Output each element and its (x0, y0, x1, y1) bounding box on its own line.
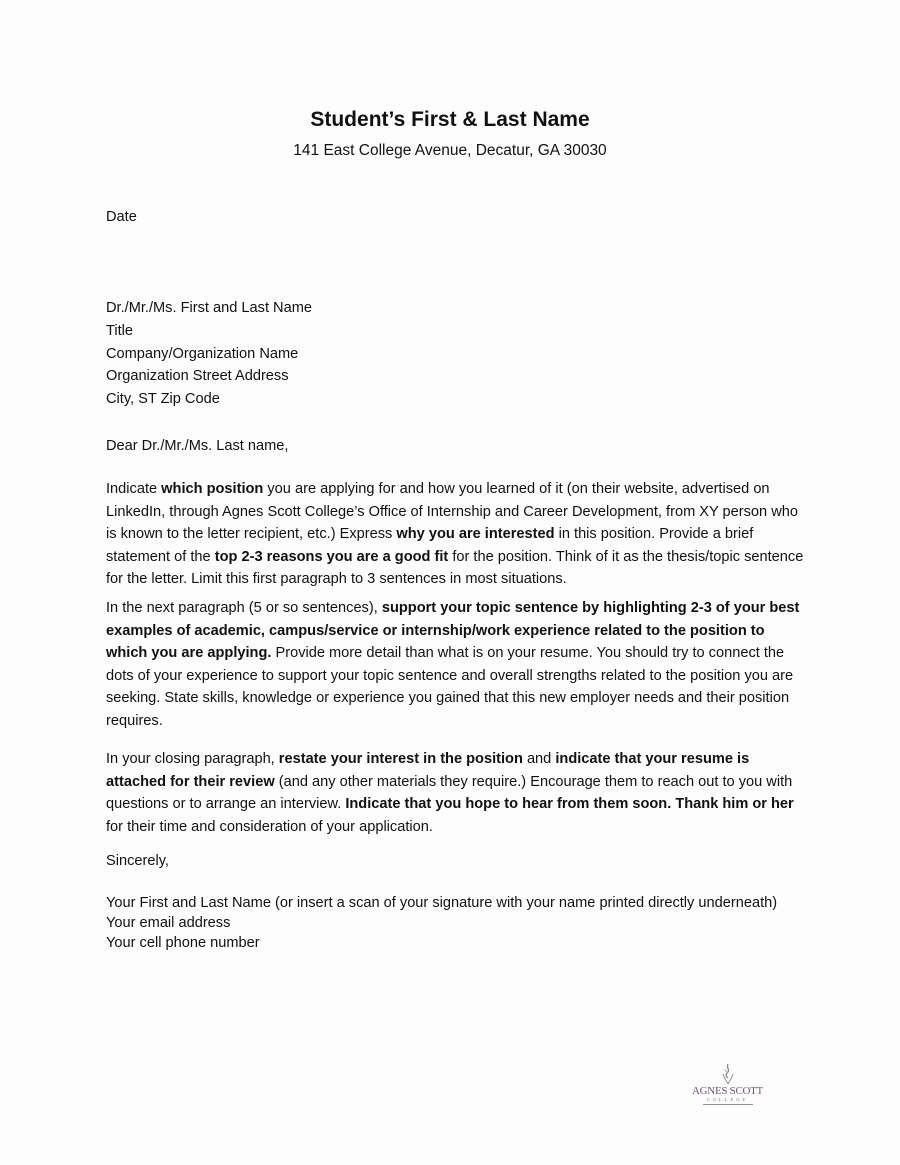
emphasis-text: Indicate that you hope to hear from them soon. Thank him or her (345, 796, 794, 812)
paragraph-text: you are applying for and how you learned of it (on their website, advertised on LinkedIn, through Agnes Scott College’s Office of Internship and Career Development, from XY person who is known to the letter recipient, etc.) Express (106, 481, 798, 542)
paragraph-text: In the next paragraph (5 or so sentences), (106, 600, 382, 616)
closing-line: Sincerely, (106, 853, 169, 869)
signature-name: Your First and Last Name (or insert a scan of your signature with your name printed directly underneath) (106, 895, 778, 911)
paragraph-text: In your closing paragraph, (106, 751, 279, 767)
paragraph-text: Provide more detail than what is on your resume. You should try to connect the dots of your experience to support your topic sentence and overall strengths related to the position you are seeking. State skills, knowledge or experience you gained that this new employer needs and their position requires. (106, 645, 794, 729)
student-name-heading: Student’s First & Last Name (310, 108, 590, 131)
paragraph-text: Indicate (106, 481, 162, 497)
paragraph-text: in this position. Provide a brief statement of the (106, 526, 754, 565)
emphasis-text: which position (161, 481, 264, 497)
emphasis-text: support your topic sentence by highlighting 2-3 of your best examples of academic, campus/service or internship/work experience related to the position to which you are applying. (106, 600, 800, 661)
recipient-city: City, ST Zip Code (106, 391, 220, 407)
recipient-title: Title (106, 323, 134, 339)
emphasis-text: why you are interested (396, 526, 555, 542)
recipient-street: Organization Street Address (106, 368, 289, 384)
signature-email: Your email address (106, 915, 231, 931)
emphasis-text: indicate that your resume is attached for their review (106, 751, 750, 790)
recipient-company: Company/Organization Name (106, 346, 299, 362)
logo-name-text: AGNES SCOTT (692, 1085, 763, 1097)
salutation: Dear Dr./Mr./Ms. Last name, (106, 438, 289, 454)
paragraph-text: for the position. Think of it as the thesis/topic sentence for the letter. Limit this first paragraph to 3 sentences in most situations. (106, 548, 804, 587)
student-address: 141 East College Avenue, Decatur, GA 30030 (293, 142, 607, 159)
logo-subtitle-text: COLLEGE (706, 1097, 749, 1102)
logo-tagline-rule (703, 1104, 753, 1105)
signature-phone: Your cell phone number (106, 935, 260, 951)
recipient-name: Dr./Mr./Ms. First and Last Name (106, 300, 312, 316)
paragraph-text: for their time and consideration of your application. (106, 818, 433, 835)
paragraph-closing (106, 748, 806, 838)
date-line: Date (106, 209, 137, 225)
flame-emblem-icon (715, 1062, 741, 1086)
paragraph-text: and (522, 751, 556, 767)
agnes-scott-logo (680, 1062, 775, 1112)
emphasis-text: top 2-3 reasons you are a good fit (214, 548, 449, 565)
emphasis-text: restate your interest in the position (278, 751, 523, 767)
paragraph-intro (106, 478, 806, 591)
paragraph-body (106, 597, 806, 732)
paragraph-text: (and any other materials they require.) Encourage them to reach out to you with questions or to arrange an interview. (106, 773, 793, 812)
